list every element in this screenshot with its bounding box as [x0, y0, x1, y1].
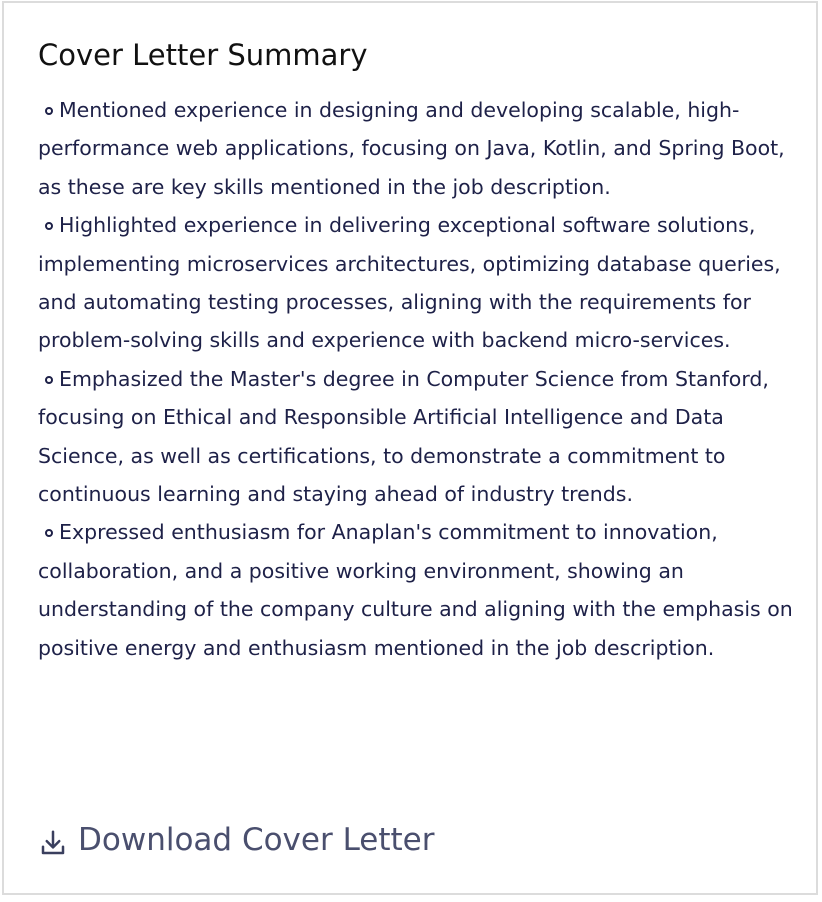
download-cover-letter-button[interactable]	[38, 817, 435, 863]
summary-item-text: Expressed enthusiasm for Anaplan's commitment to innovation, collaboration, and a positive working environment, showing an understanding of the company culture and aligning with the emphasis on positive energy and enthusiasm mentioned in the job description.	[38, 520, 793, 660]
summary-item-text: Highlighted experience in delivering exceptional software solutions, implementing microservices architectures, optimizing database queries, and automating testing processes, aligning with the requirements for problem-solving skills and experience with backend micro-services.	[38, 213, 781, 353]
download-label: Download Cover Letter	[78, 822, 435, 858]
summary-item	[38, 206, 798, 360]
hollow-circle-icon	[45, 376, 53, 384]
hollow-circle-icon	[45, 529, 53, 537]
summary-item-text: Emphasized the Master's degree in Computer Science from Stanford, focusing on Ethical and Responsible Artificial Intelligence and Data Science, as well as certifications, to demonstrate a commitment to continuous learning and staying ahead of industry trends.	[38, 366, 769, 507]
hollow-circle-icon	[45, 107, 53, 115]
summary-list	[38, 91, 798, 667]
card-title: Cover Letter Summary	[38, 38, 368, 72]
summary-item	[38, 91, 798, 206]
summary-item-text: Mentioned experience in designing and developing scalable, high-performance web applications, focusing on Java, Kotlin, and Spring Boot, as these are key skills mentioned in the job description.	[38, 98, 785, 199]
download-icon	[38, 828, 68, 858]
cover-letter-summary-card	[2, 1, 818, 895]
hollow-circle-icon	[45, 222, 53, 230]
summary-item	[38, 513, 798, 667]
summary-item	[38, 360, 798, 514]
